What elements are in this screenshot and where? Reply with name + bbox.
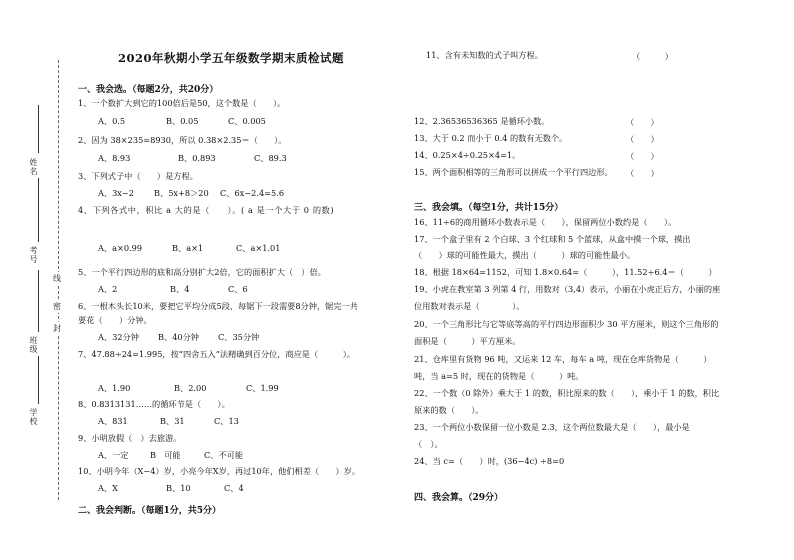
option-a: A、8.93 <box>98 153 131 163</box>
question-10-options <box>98 484 244 492</box>
class-field-label: 班级 <box>29 336 38 354</box>
question-6-options <box>98 333 259 341</box>
option-b: B、2.00 <box>174 383 207 393</box>
judgment-11-answer: （ ） <box>632 51 673 61</box>
judgment-12-answer: （ ） <box>626 117 659 127</box>
judgment-15-answer: （ ） <box>626 168 659 178</box>
question-5: 5、一个平行四边形的底和高分别扩大2倍，它的面积扩大（ ）倍。 <box>78 267 326 277</box>
option-a: A、X <box>98 483 118 493</box>
option-b: B 可能 <box>150 450 181 460</box>
option-a: A、一定 <box>98 450 129 460</box>
judgment-11: 11、含有未知数的式子叫方程。 <box>426 50 543 60</box>
option-c: C、a×1.01 <box>236 243 281 253</box>
fill-17: 17、一个盒子里有 2 个白球、3 个红球和 5 个蓝球，从盒中摸一个球，摸出 <box>414 234 691 244</box>
option-a: A、a×0.99 <box>98 243 143 253</box>
fill-19-cont: 位用数对表示是（ ）。 <box>414 301 525 311</box>
question-1: 1、一个数扩大到它的100倍后是50，这个数是（ ）。 <box>78 98 286 108</box>
question-6-cont: 要花（ ）分钟。 <box>78 315 152 325</box>
fill-17-cont: （ ）球的可能性最大，摸出（ ）球的可能性最小。 <box>414 250 636 260</box>
judgment-13-answer: （ ） <box>626 134 659 144</box>
fill-23: 23、一个两位小数保留一位小数是 2.3，这个两位数最大是（ ），最小是 <box>414 422 690 432</box>
option-c: C、89.3 <box>254 153 287 163</box>
question-3-options <box>98 189 284 197</box>
fill-24: 24、当 c=（ ）时，(36−4c) ÷8=0 <box>414 456 565 466</box>
judgment-14: 14、0.25×4÷0.25×4=1。 <box>414 150 521 160</box>
option-c: C、6 <box>228 284 248 294</box>
name-field-line <box>38 105 39 153</box>
option-b: B、a×1 <box>172 243 204 253</box>
judgment-14-answer: （ ） <box>626 151 659 161</box>
seal-char-xian: 线 <box>53 274 61 283</box>
option-b: B、0.893 <box>178 153 216 163</box>
judgment-13: 13、大于 0.2 而小于 0.4 的数有无数个。 <box>414 133 568 143</box>
fill-18: 18、根据 18×64=1152，可知 1.8×0.64=（ ），11.52÷6.4＝（ ） <box>414 267 717 277</box>
question-9-options <box>98 451 243 459</box>
option-a: A、2 <box>98 284 118 294</box>
school-field-line <box>38 356 39 404</box>
question-2: 2、因为 38×235=8930，所以 0.38×2.35＝（ ）。 <box>78 135 287 145</box>
option-b: B、0.05 <box>166 116 199 126</box>
question-9: 9、小明放假（ ）去旅游。 <box>78 433 182 443</box>
option-a: A、32分钟 <box>98 332 139 342</box>
name-field-label: 姓名 <box>29 158 38 176</box>
option-c: C、不可能 <box>204 450 244 460</box>
option-b: B、5x+8＞20 <box>154 188 209 198</box>
judgment-12: 12、2.36536536365 是循环小数。 <box>414 116 550 126</box>
fill-21-cont: 吨，当 a=5 时，现在的货物是（ ）吨。 <box>414 371 584 381</box>
question-10: 10、小明今年（X−4）岁，小亮今年X岁，再过10年，他们相差（ ）岁。 <box>78 466 361 476</box>
section-2-heading: 二、我会判断。（每题1分，共5分） <box>78 506 222 516</box>
fill-16: 16、11÷6的商用循环小数表示是（ ），保留两位小数约是（ ）。 <box>414 217 677 227</box>
question-5-options <box>98 285 248 293</box>
class-field-line <box>38 270 39 332</box>
exam-no-field-label: 考号 <box>29 246 38 264</box>
option-a: A、831 <box>98 416 128 426</box>
question-4-options <box>98 244 280 252</box>
option-a: A、1.90 <box>98 383 131 393</box>
question-7-options <box>98 384 279 392</box>
exam-no-field-line <box>38 178 39 242</box>
option-c: C、35分钟 <box>218 332 260 342</box>
option-c: C、1.99 <box>246 383 279 393</box>
fill-20-cont: 面积是（ ）平方厘米。 <box>414 336 521 346</box>
section-4-heading: 四、我会算。（29分） <box>414 493 504 503</box>
fill-21: 21、仓库里有货物 96 吨，又运来 12 车，每车 a 吨，现在仓库货物是（ ） <box>414 354 712 364</box>
question-6: 6、一根木头长10米，要把它平均分成5段，每锯下一段需要8分钟，锯完一共 <box>78 301 358 311</box>
question-1-options <box>98 117 266 125</box>
school-field-label: 学校 <box>29 408 38 426</box>
question-3: 3、下列式子中（ ）是方程。 <box>78 171 198 181</box>
option-b: B、4 <box>170 284 190 294</box>
fill-19: 19、小虎在教室第 3 列第 4 行，用数对（3,4）表示，小丽在小虎正后方，小丽的座 <box>414 284 721 294</box>
fill-22: 22、一个数（0 除外）乘大于 1 的数，积比原来的数（ ），乘小于 1 的数，积比 <box>414 388 720 398</box>
option-b: B、10 <box>166 483 191 493</box>
judgment-15: 15、两个面积相等的三角形可以拼成一个平行四边形。 <box>414 167 613 177</box>
fill-20: 20、一个三角形比与它等底等高的平行四边形面积少 30 平方厘米，则这个三角形的 <box>414 319 719 329</box>
seal-char-mi: 密 <box>53 302 61 311</box>
question-8: 8、0.8313131……的循环节是（ ）。 <box>78 399 230 409</box>
fill-23-cont: （ ）。 <box>414 439 443 449</box>
page-title: 2020年秋期小学五年级数学期末质检试题 <box>118 51 345 65</box>
option-c: C、0.005 <box>228 116 266 126</box>
option-a: A、0.5 <box>98 116 126 126</box>
question-7: 7、47.88÷24=1.995，按“四舍五入”法精确到百分位，商应是（ ）。 <box>78 349 355 359</box>
option-c: C、13 <box>214 416 239 426</box>
option-c: C、4 <box>224 483 244 493</box>
option-b: B、40分钟 <box>158 332 199 342</box>
question-4: 4、下列各式中，积比 a 大的是（ ）。( a 是一个大于 0 的数) <box>78 205 335 215</box>
section-3-heading: 三、我会填。（每空1分，共计15分） <box>414 203 564 213</box>
option-b: B、31 <box>160 416 185 426</box>
section-1-heading: 一、我会选。（每题2分，共20分） <box>78 85 219 95</box>
option-c: C、6x−2.4=5.6 <box>220 188 285 198</box>
option-a: A、3x−2 <box>98 188 134 198</box>
fill-22-cont: 原来的数（ ）。 <box>414 405 484 415</box>
question-2-options <box>98 154 287 162</box>
question-8-options <box>98 417 239 425</box>
seal-char-feng: 封 <box>53 324 61 333</box>
